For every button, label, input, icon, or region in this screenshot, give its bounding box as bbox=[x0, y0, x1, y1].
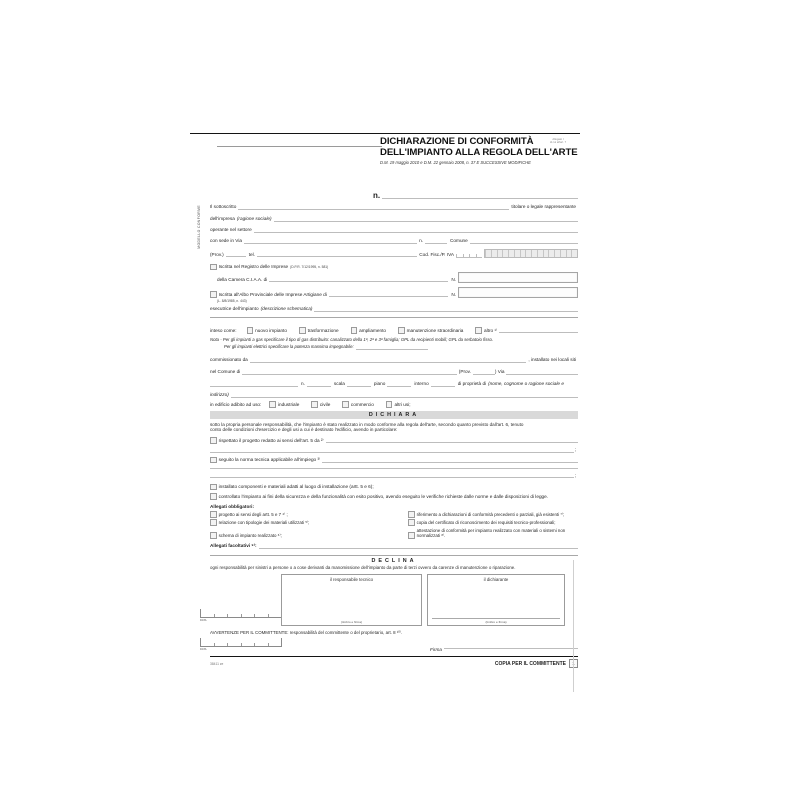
attachment-item bbox=[408, 528, 578, 539]
stamp-and-signature-note: (timbro e firma) bbox=[341, 619, 362, 624]
declare-intro-line1: sotto la propria personale responsabilità, che l'impianto è stato realizzato in modo conforme alla regola dell'arte, secondo quanto previsto dall'art. 6, tenuto bbox=[210, 421, 524, 427]
municipality-label: Comune bbox=[450, 238, 468, 243]
attachment-left-2: relazione con tipologie dei materiali utilizzati ⁵⁾; bbox=[218, 520, 310, 526]
fill-line bbox=[444, 647, 578, 649]
unit-row bbox=[210, 381, 578, 387]
declina-text: ogni responsabilità per sinistri a persone o a cose derivanti da manomissione dell'impianto da parte di terzi ovvero da carenze di manutenzione o riparazione. bbox=[210, 565, 516, 571]
date-ruler bbox=[200, 638, 282, 647]
attachment-right-1: riferimento a dichiarazioni di conformità precedenti o parziali, già esistenti ⁷⁾; bbox=[416, 512, 565, 518]
fill-line bbox=[231, 396, 578, 398]
date-ruler-block bbox=[200, 638, 282, 654]
mandatory-attachments-label: Allegati obbligatori: bbox=[210, 503, 255, 509]
attachment-left-3: schema di impianto realizzato ⁶⁾; bbox=[218, 533, 282, 539]
fill-line bbox=[210, 451, 574, 453]
registry-number-box bbox=[458, 272, 578, 283]
fiscal-code-boxes bbox=[484, 249, 578, 258]
unit-num-label: n. bbox=[301, 381, 305, 387]
piano-label: piano bbox=[373, 381, 386, 387]
option-nuovo-impianto: nuovo impianto bbox=[255, 327, 287, 333]
checkbox-controllato-impianto bbox=[210, 493, 217, 500]
optional-attachments-row bbox=[210, 543, 578, 549]
subscriber-row bbox=[210, 204, 578, 210]
checkbox-trasformazione bbox=[299, 327, 306, 334]
checkbox-rispettato-progetto bbox=[210, 437, 217, 444]
checkbox-civile bbox=[311, 401, 318, 408]
via-label: ) Via bbox=[494, 369, 505, 375]
date-signature-row bbox=[200, 638, 578, 654]
section-divider bbox=[210, 317, 578, 318]
fiscal-code-label: Cod. Fisc./P. IVA bbox=[419, 251, 454, 257]
building-use-label: in edificio adibito ad uso: bbox=[210, 402, 262, 408]
fill-line bbox=[250, 361, 527, 363]
n-label: N. bbox=[451, 276, 456, 282]
number-label: n. bbox=[373, 191, 381, 200]
prov-label: (Prov.) bbox=[210, 251, 224, 257]
copy-number-box: 1 bbox=[569, 659, 578, 668]
company-label: dell'impresa bbox=[210, 216, 235, 221]
comune-label: nel Comune di bbox=[210, 369, 241, 375]
tel-label: tel. bbox=[248, 251, 255, 257]
option-trasformazione: trasformazione bbox=[307, 327, 339, 333]
fill-line bbox=[506, 373, 578, 375]
date-ruler bbox=[200, 609, 282, 618]
bottom-rule bbox=[210, 656, 578, 657]
property-note2: indirizzo) bbox=[210, 392, 229, 398]
n-label: N. bbox=[451, 291, 456, 297]
option-industriale: industriale bbox=[277, 402, 300, 408]
fill-line bbox=[329, 295, 448, 297]
scala-label: scala bbox=[333, 381, 345, 387]
attachments-grid bbox=[210, 511, 578, 539]
annex-note-line1: Allegato I bbox=[552, 138, 564, 141]
intended-as-label: inteso come: bbox=[210, 327, 237, 333]
electric-note-row bbox=[210, 344, 578, 350]
date-label: DATA bbox=[200, 648, 207, 652]
building-use-row bbox=[210, 401, 578, 408]
subscriber-right-label: titolare o legale rappresentante bbox=[511, 204, 576, 209]
annex-note-line2: di cui all'art. 7 bbox=[549, 141, 567, 145]
form-title-line1: DICHIARAZIONE DI CONFORMITÀ bbox=[380, 136, 534, 147]
fill-line bbox=[210, 476, 574, 478]
fill-line bbox=[431, 385, 455, 387]
attachment-item bbox=[408, 511, 578, 518]
option-commercio: commercio bbox=[350, 402, 374, 408]
executor-note: (descrizione schematica) bbox=[260, 306, 313, 312]
semicolon: ; bbox=[574, 472, 576, 478]
fill-line bbox=[259, 547, 578, 549]
number-row bbox=[210, 193, 578, 199]
street-number-label: n. bbox=[419, 238, 424, 243]
declina-heading: DECLINA bbox=[371, 558, 417, 565]
commissioned-right-label: , installato nei locali siti bbox=[528, 357, 576, 363]
attachment-left-1: progetto ai sensi degli artt. 5 e 7 ⁴⁾ ; bbox=[218, 512, 288, 518]
checkbox-nuovo-impianto bbox=[247, 327, 254, 334]
fill-line bbox=[244, 242, 417, 244]
option-ampliamento: ampliamento bbox=[359, 327, 387, 333]
technical-manager-label: il responsabile tecnico bbox=[329, 576, 374, 582]
albo-artigiane-label: Iscritta all'Albo Provinciale delle Imprese Artigiane di bbox=[218, 291, 327, 297]
declare-item1-row bbox=[210, 437, 578, 444]
declare-item2-row bbox=[210, 457, 578, 464]
technical-manager-signature-box bbox=[281, 574, 422, 626]
checkbox-registro-imprese bbox=[210, 264, 217, 271]
registry1-row bbox=[210, 264, 578, 271]
firma-label: Firma bbox=[430, 647, 442, 653]
stamp-and-signature-note: (timbro e firma) bbox=[485, 619, 507, 624]
gas-note: Nota - Per gli impianti a gas specificare il tipo di gas distribuito: canalizzato della 1ª, 2ª e 3ª famiglia; GPL da recipienti mobili; GPL da serbatoio fisso. bbox=[210, 336, 494, 342]
company-row bbox=[210, 216, 578, 222]
commissioned-label: commissionato da bbox=[210, 357, 248, 363]
option-manutenzione-straordinaria: manutenzione straordinaria bbox=[406, 327, 464, 333]
mandatory-attachments-heading bbox=[210, 504, 578, 510]
electric-note: Per gli impianti elettrici specificare la potenza massima impegnabile: bbox=[224, 344, 354, 350]
checkbox-attestazione-conformita bbox=[408, 532, 415, 539]
option-civile: civile bbox=[319, 402, 331, 408]
option-altro: altro ¹⁾ bbox=[484, 327, 498, 333]
right-edge-line bbox=[573, 560, 574, 692]
fill-line bbox=[269, 280, 448, 282]
date-ruler-block bbox=[200, 609, 282, 622]
fill-line bbox=[257, 255, 417, 257]
fill-line bbox=[226, 255, 246, 257]
seat-label: con sede in Via bbox=[210, 238, 242, 243]
fill-line bbox=[326, 441, 578, 443]
checkbox-progetto bbox=[210, 511, 217, 518]
semicolon: ; bbox=[574, 447, 576, 453]
registry-number-box bbox=[458, 287, 578, 298]
date-label: DATA bbox=[200, 618, 207, 622]
form-code: 38411 ze bbox=[210, 661, 224, 666]
fill-line bbox=[473, 373, 495, 375]
camera-ciaa-label: della Camera C.I.A.A. di bbox=[217, 276, 268, 282]
declare-item1-cont-row bbox=[210, 447, 578, 453]
checkbox-relazione-materiali bbox=[210, 519, 217, 526]
registry2-row bbox=[210, 287, 578, 298]
fill-line bbox=[470, 242, 578, 244]
declare-item4-label: controllato l'impianto ai fini della sicurezza e della funzionalità con esito positivo, avendo eseguito le verifiche richieste dalle norme e dalle disposizioni di legge. bbox=[218, 494, 549, 500]
property-note: (nome, cognome o ragione sociale e bbox=[488, 381, 564, 387]
declare-item3-row bbox=[210, 484, 578, 491]
checkbox-altro bbox=[475, 327, 482, 334]
declarant-signature-box bbox=[427, 574, 565, 626]
fill-line bbox=[347, 385, 371, 387]
executor-label: esecutrice dell'impianto bbox=[210, 306, 259, 312]
declare-item1-label: rispettato il progetto redatto ai sensi dell'art. 5 da ²⁾ bbox=[218, 437, 324, 443]
albo-ref-row bbox=[210, 298, 578, 304]
signature-line bbox=[432, 618, 560, 619]
committente-warning: AVVERTENZE PER IL COMMITTENTE: responsabilità del committente o del proprietario, art. 8 ¹⁰⁾. bbox=[210, 629, 403, 635]
fill-line bbox=[499, 331, 578, 333]
declare-item4-row bbox=[210, 493, 578, 500]
registro-imprese-label: Iscritta nel Registro delle Imprese bbox=[218, 264, 289, 270]
fill-line bbox=[314, 310, 578, 312]
fiscal-code-ticks bbox=[456, 253, 482, 258]
checkbox-seguito-norma bbox=[210, 457, 217, 464]
fill-line bbox=[322, 461, 578, 463]
company-note: (ragione sociale) bbox=[236, 216, 272, 221]
fill-line bbox=[425, 242, 447, 244]
subscriber-label: Il sottoscritto bbox=[210, 204, 237, 209]
checkbox-copia-certificato bbox=[408, 519, 415, 526]
fill-line bbox=[274, 220, 578, 222]
prov-tel-fiscal-row bbox=[210, 249, 578, 258]
form-subtitle: D.M. 19 maggio 2010 e D.M. 22 gennaio 2008, n. 37 E SUCCESSIVE MODIFICHE bbox=[380, 159, 531, 165]
fill-line bbox=[242, 373, 457, 375]
side-margin-label: MODELLO CONFORME bbox=[197, 205, 201, 249]
declare-item2-label: seguito la norma tecnica applicabile all'impiego ³⁾ bbox=[218, 457, 321, 463]
property-note2-row bbox=[210, 392, 578, 398]
fill-line bbox=[254, 231, 578, 233]
attachment-item bbox=[408, 519, 578, 526]
executor-row bbox=[210, 306, 578, 312]
albo-artigiane-ref: (L. 8/8/1985, n. 443) bbox=[217, 299, 247, 304]
sector-label: operante nel settore bbox=[210, 227, 252, 232]
option-altri-usi: altri usi; bbox=[394, 402, 411, 408]
checkbox-ampliamento bbox=[351, 327, 358, 334]
seat-row bbox=[210, 238, 578, 244]
property-label: di proprietà di bbox=[457, 381, 487, 387]
scanned-form-page bbox=[190, 120, 580, 692]
registry1b-row bbox=[210, 272, 578, 283]
checkbox-manutenzione-straordinaria bbox=[398, 327, 405, 334]
interno-label: interno bbox=[414, 381, 429, 387]
prov-open-label: (Prov. bbox=[458, 369, 471, 375]
fill-line bbox=[382, 197, 578, 199]
declare-item3-label: installato componenti e materiali adatti al luogo di installazione (artt. 5 e 6); bbox=[218, 484, 374, 490]
checkbox-installato-componenti bbox=[210, 484, 217, 491]
declarant-label: il dichiarante bbox=[483, 576, 509, 582]
attachment-right-3: attestazione di conformità per impianto realizzato con materiali o sistemi non normalizzati ⁸⁾. bbox=[416, 527, 566, 539]
fill-line bbox=[238, 208, 509, 210]
commissioned-row bbox=[210, 357, 578, 363]
form-content bbox=[200, 120, 578, 668]
declare-item2-cont-row bbox=[210, 467, 578, 470]
intended-as-row bbox=[210, 327, 578, 334]
dichiara-heading-bar: DICHIARA bbox=[210, 411, 578, 419]
attachment-item bbox=[210, 519, 408, 526]
signature-area bbox=[200, 574, 578, 626]
fill-line bbox=[387, 385, 411, 387]
copy-label: COPIA PER IL COMMITTENTE bbox=[494, 660, 566, 667]
declare-item2-cont2-row bbox=[210, 473, 578, 479]
checkbox-industriale bbox=[269, 401, 276, 408]
registro-imprese-ref: (D.P.R. 7/12/1995, n. 581) bbox=[290, 265, 329, 270]
fill-line bbox=[210, 467, 578, 469]
checkbox-commercio bbox=[342, 401, 349, 408]
attachment-item bbox=[210, 528, 408, 539]
form-title-line2: DELL'IMPIANTO ALLA REGOLA DELL'ARTE bbox=[380, 146, 578, 158]
fill-line bbox=[356, 348, 428, 350]
footer-row bbox=[210, 659, 578, 668]
checkbox-riferimento-dichiarazioni bbox=[408, 511, 415, 518]
checkbox-schema-impianto bbox=[210, 532, 217, 539]
checkbox-albo-artigiane bbox=[210, 291, 217, 298]
optional-attachments-label: Allegati facoltativi ⁹⁾: bbox=[210, 543, 257, 549]
fill-line bbox=[210, 385, 298, 387]
declare-intro-line2: conto delle condizioni d'esercizio e degli usi a cui è destinato l'edificio, avendo in particolare: bbox=[210, 427, 398, 433]
attachment-right-2: copia del certificato di riconoscimento dei requisiti tecnico-professionali; bbox=[416, 520, 556, 526]
sector-row bbox=[210, 227, 578, 233]
attachment-item bbox=[210, 511, 408, 518]
comune-row bbox=[210, 369, 578, 375]
section-divider bbox=[210, 555, 578, 556]
checkbox-altri-usi bbox=[386, 401, 393, 408]
fill-line bbox=[307, 385, 331, 387]
